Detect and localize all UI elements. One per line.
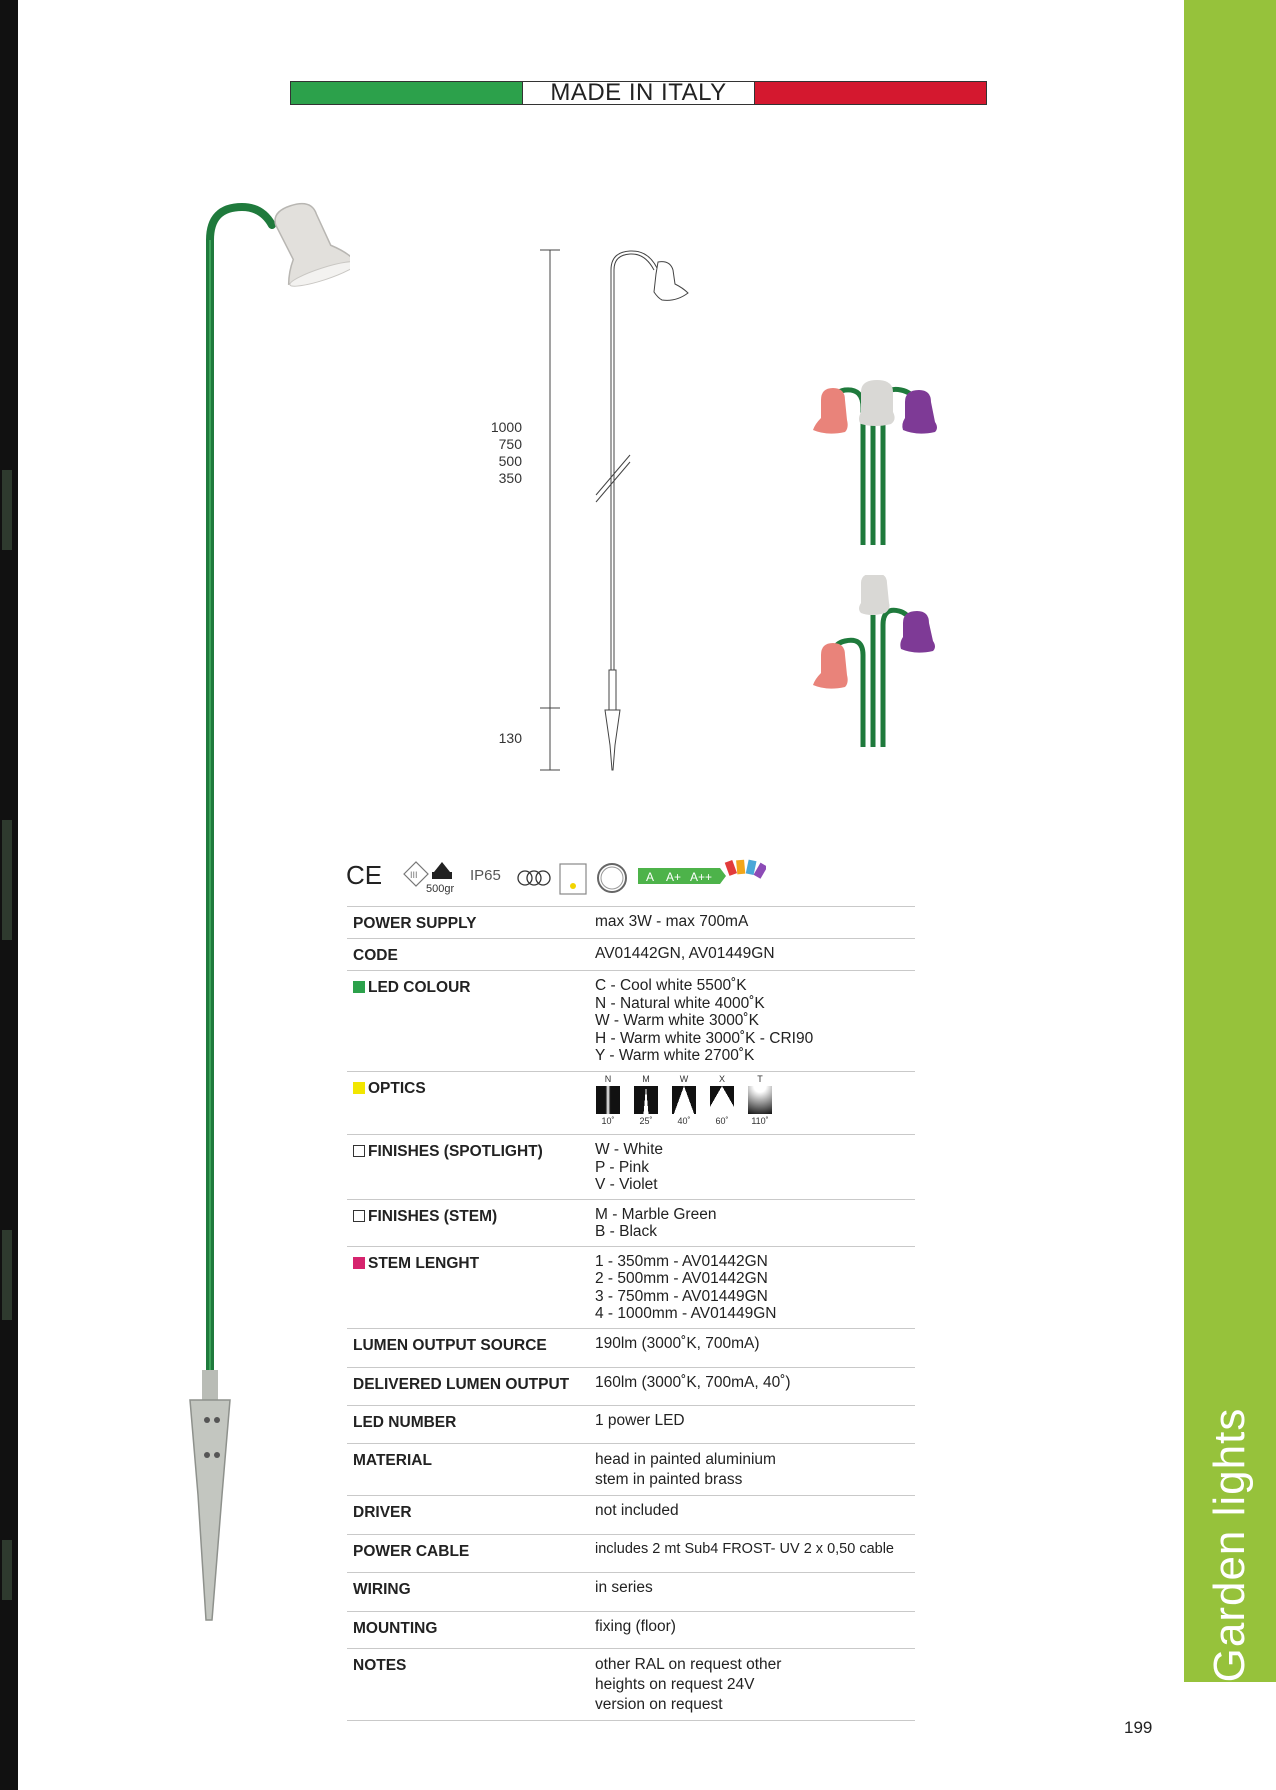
certification-icons xyxy=(346,852,766,898)
spike-height: 130 xyxy=(498,730,522,746)
led-colour-marker xyxy=(353,981,365,993)
stem-length-option: 4 - 1000mm - AV01449GN xyxy=(595,1305,777,1322)
spec-label: FINISHES (STEM) xyxy=(368,1207,498,1225)
spec-label: DRIVER xyxy=(347,1495,591,1534)
flag-red xyxy=(755,82,986,104)
spec-value: 160lm (3000˚K, 700mA, 40˚) xyxy=(591,1367,915,1405)
spec-row-material xyxy=(347,1443,915,1495)
series-connection-icon xyxy=(518,871,550,885)
spec-label: POWER SUPPLY xyxy=(347,907,591,939)
spec-row-code xyxy=(347,939,915,971)
spec-value: 190lm (3000˚K, 700mA) xyxy=(591,1328,915,1367)
stem-height-750: 750 xyxy=(498,436,522,452)
finishes-spotlight-marker xyxy=(353,1145,365,1157)
optics-beams xyxy=(595,1074,915,1126)
spec-value: includes 2 mt Sub4 FROST- UV 2 x 0,50 cable xyxy=(591,1534,915,1572)
spec-row-optics xyxy=(347,1072,915,1135)
flag-green xyxy=(291,82,522,104)
spec-row-notes xyxy=(347,1648,915,1720)
energy-class-icon xyxy=(638,868,726,884)
svg-text:A: A xyxy=(646,870,655,884)
spec-label: STEM LENGHT xyxy=(368,1254,480,1272)
spec-label: MATERIAL xyxy=(347,1443,591,1495)
spec-row-stem-length xyxy=(347,1246,915,1328)
lamp-head-white xyxy=(266,195,350,291)
spec-table xyxy=(347,906,915,1721)
spec-row-lumen-output-source xyxy=(347,1328,915,1367)
class-iii-icon xyxy=(404,862,428,886)
svg-text:CE: CE xyxy=(346,860,383,890)
notes-line: other RAL on request other xyxy=(595,1655,782,1673)
spec-value: 1 power LED xyxy=(591,1405,915,1443)
beam-110-icon xyxy=(748,1086,772,1114)
stem-height-500: 500 xyxy=(498,453,522,469)
led-colour-option: Y - Warm white 2700˚K xyxy=(595,1047,755,1064)
spec-value: max 3W - max 700mA xyxy=(591,907,915,939)
weight-label: 500gr xyxy=(426,883,455,895)
beam-option: T 110˚ xyxy=(747,1074,773,1126)
spec-label: OPTICS xyxy=(368,1080,426,1097)
stem-length-option: 3 - 750mm - AV01449GN xyxy=(595,1287,768,1305)
spec-label: FINISHES (SPOTLIGHT) xyxy=(368,1143,543,1160)
cable-ring-icon xyxy=(598,864,626,892)
variant-photo-bottom xyxy=(805,575,955,750)
ip-rating-label: IP65 xyxy=(470,867,501,884)
stem-length-option: 1 - 350mm - AV01442GN xyxy=(595,1252,768,1270)
spec-label: POWER CABLE xyxy=(347,1534,591,1572)
spec-label: LUMEN OUTPUT SOURCE xyxy=(347,1328,591,1367)
finish-option: M - Marble Green xyxy=(595,1205,717,1223)
spec-row-led-number xyxy=(347,1405,915,1443)
beam-option: W 40˚ xyxy=(671,1074,697,1126)
spec-label: WIRING xyxy=(347,1572,591,1611)
led-colour-option: H - Warm white 3000˚K - CRI90 xyxy=(595,1029,814,1047)
spec-row-power-supply xyxy=(347,907,915,939)
finish-option: P - Pink xyxy=(595,1158,649,1176)
product-photo xyxy=(180,195,350,1625)
beam-10-icon xyxy=(596,1086,620,1114)
spec-row-wiring xyxy=(347,1572,915,1611)
page-number: 199 xyxy=(1124,1718,1153,1737)
finish-option: V - Violet xyxy=(595,1176,658,1193)
spec-value: fixing (floor) xyxy=(591,1611,915,1648)
page-edge-strip xyxy=(0,0,18,1790)
finishes-stem-marker xyxy=(353,1210,365,1222)
spec-row-finishes-stem xyxy=(347,1199,915,1246)
ce-mark-icon xyxy=(346,860,382,890)
beam-60-icon xyxy=(710,1086,734,1114)
finish-option: B - Black xyxy=(595,1223,658,1240)
beam-25-icon xyxy=(634,1086,658,1114)
spec-value: in series xyxy=(591,1572,915,1611)
notes-line: heights on request 24V xyxy=(595,1675,755,1693)
stem-height-1000: 1000 xyxy=(490,419,522,435)
spec-label: CODE xyxy=(347,939,591,971)
spec-label: LED COLOUR xyxy=(368,979,471,996)
material-line: head in painted aluminium xyxy=(595,1450,776,1468)
spec-row-finishes-spotlight xyxy=(347,1135,915,1200)
technical-drawing xyxy=(530,240,720,780)
spec-label: NOTES xyxy=(347,1648,591,1720)
material-line: stem in painted brass xyxy=(595,1470,743,1488)
finish-option: W - White xyxy=(595,1141,664,1158)
spec-row-driver xyxy=(347,1495,915,1534)
variant-photo-top xyxy=(805,380,955,550)
spec-label: LED NUMBER xyxy=(347,1405,591,1443)
spec-row-power-cable xyxy=(347,1534,915,1572)
weight-icon xyxy=(432,862,452,879)
made-in-italy-banner xyxy=(290,81,987,105)
led-colour-option: C - Cool white 5500˚K xyxy=(595,977,747,994)
stem-height-350: 350 xyxy=(498,470,522,486)
stem-length-option: 2 - 500mm - AV01442GN xyxy=(595,1270,768,1287)
spec-label: DELIVERED LUMEN OUTPUT xyxy=(347,1367,591,1405)
beam-option: X 60˚ xyxy=(709,1074,735,1126)
optics-marker xyxy=(353,1082,365,1094)
spec-label: MOUNTING xyxy=(347,1611,591,1648)
led-bulb-icon xyxy=(560,864,586,894)
spec-row-delivered-lumen-output xyxy=(347,1367,915,1405)
notes-line: version on request xyxy=(595,1695,723,1713)
beam-40-icon xyxy=(672,1086,696,1114)
spec-value: not included xyxy=(591,1495,915,1534)
beam-option: N 10˚ xyxy=(595,1074,621,1126)
led-colour-option: N - Natural white 4000˚K xyxy=(595,994,765,1012)
spec-row-mounting xyxy=(347,1611,915,1648)
colour-palette-icon xyxy=(725,860,766,879)
category-title: Garden lights xyxy=(1205,1407,1254,1683)
spec-row-led-colour xyxy=(347,971,915,1072)
spec-value: AV01442GN, AV01449GN xyxy=(591,939,915,971)
led-colour-option: W - Warm white 3000˚K xyxy=(595,1012,759,1029)
svg-text:III: III xyxy=(410,870,418,880)
svg-text:A++: A++ xyxy=(690,870,713,884)
beam-option: M 25˚ xyxy=(633,1074,659,1126)
made-in-italy-label: MADE IN ITALY xyxy=(522,82,755,104)
stem-length-marker xyxy=(353,1257,365,1269)
svg-text:A+: A+ xyxy=(666,870,682,884)
